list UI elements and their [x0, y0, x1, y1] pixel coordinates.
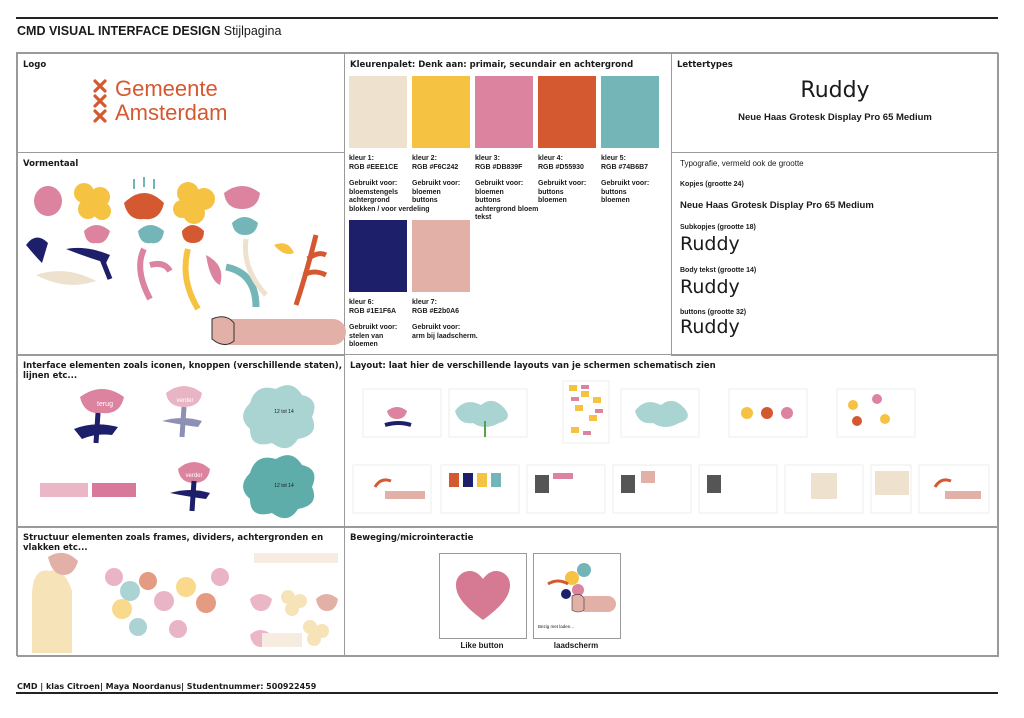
- color-3-use5: tekst: [475, 214, 492, 221]
- color-4-label: kleur 4:: [538, 155, 563, 162]
- body-label: Body tekst (grootte 14): [680, 267, 757, 274]
- color-5-use1: Gebruikt voor:: [601, 180, 650, 187]
- color-7-use2: arm bij laadscherm.: [412, 332, 478, 340]
- page-footer: CMD | klas Citroen| Maya Noordanus| Studentnummer: 500922459: [17, 682, 317, 691]
- color-5-use2: buttons: [601, 188, 627, 196]
- buttons-sample: Ruddy: [680, 316, 740, 338]
- layout-cell: [344, 354, 999, 528]
- body-sample: Ruddy: [680, 276, 740, 298]
- structure-elements-illustration: [18, 547, 344, 655]
- color-swatch-2: [412, 76, 470, 148]
- color-6-label: kleur 6:: [349, 299, 374, 306]
- color-swatch-7: [412, 220, 470, 292]
- color-1-rgb: RGB #EEE1CE: [349, 163, 399, 171]
- logo-title: Logo: [23, 60, 47, 70]
- bottom-rule: [16, 692, 998, 694]
- color-7-use1: Gebruikt voor:: [412, 324, 461, 331]
- layout-thumbnails: [345, 375, 998, 527]
- brand-name-line1: Gemeente: [115, 76, 218, 101]
- loading-screen-frame: [533, 553, 621, 639]
- color-swatch-5: [601, 76, 659, 148]
- header-title: CMD VISUAL INTERFACE DESIGN: [17, 24, 221, 38]
- like-button-caption: Like button: [460, 641, 504, 650]
- kopjes-sample: Neue Haas Grotesk Display Pro 65 Medium: [680, 200, 874, 211]
- color-6-use3: bloemen: [349, 341, 378, 348]
- color-info-5: [601, 155, 663, 206]
- subkopjes-sample: Ruddy: [680, 233, 740, 255]
- color-3-use2: bloemen: [475, 188, 504, 196]
- typography-cell: [671, 53, 999, 153]
- kopjes-label: Kopjes (grootte 24): [680, 181, 744, 188]
- color-3-use4: achtergrond bloem: [475, 205, 539, 213]
- color-6-use2: stelen van: [349, 332, 384, 340]
- color-swatch-3: [475, 76, 533, 148]
- typography-detail-cell: [671, 152, 999, 356]
- interface-title: Interface elementen zoals iconen, knoppen (verschillende staten), lijnen etc...: [23, 361, 342, 381]
- typography-title: Lettertypes: [677, 60, 733, 70]
- color-5-rgb: RGB #74B6B7: [601, 163, 649, 171]
- vormentaal-cell: [17, 152, 345, 356]
- color-3-label: kleur 3:: [475, 155, 500, 162]
- loading-text: Bezig met laden...: [538, 624, 575, 629]
- color-6-rgb: RGB #1E1F6A: [349, 307, 397, 315]
- color-swatch-4: [538, 76, 596, 148]
- like-button-frame[interactable]: [439, 553, 527, 639]
- color-4-rgb: RGB #D55930: [538, 163, 584, 171]
- brand-name-line2: Amsterdam: [115, 100, 228, 125]
- color-info-7: [412, 299, 478, 341]
- color-swatch-1: [349, 76, 407, 148]
- color-1-use3: achtergrond: [349, 197, 390, 204]
- color-3-rgb: RGB #DB839F: [475, 163, 523, 171]
- color-7-rgb: RGB #E2b0A6: [412, 307, 460, 315]
- color-5-use3: bloemen: [601, 197, 630, 204]
- color-info-3: [475, 155, 537, 223]
- top-rule: [16, 17, 998, 19]
- cloud-button-dark[interactable]: 12 tot 14: [274, 483, 294, 489]
- verder-button[interactable]: verder: [185, 473, 203, 479]
- color-7-label: kleur 7:: [412, 299, 437, 306]
- terug-button[interactable]: terug: [97, 401, 113, 408]
- color-info-4: [538, 155, 600, 206]
- beweging-title: Beweging/microinteractie: [350, 533, 474, 543]
- loading-screen-caption: laadscherm: [553, 641, 599, 650]
- color-4-use1: Gebruikt voor:: [538, 180, 587, 187]
- color-4-use3: bloemen: [538, 197, 567, 204]
- color-info-2: [412, 155, 474, 206]
- loading-hand-flowers-illustration: [538, 560, 616, 622]
- color-2-rgb: RGB #F6C242: [412, 163, 459, 171]
- color-1-use4: blokken / voor verdeling: [349, 205, 430, 213]
- color-3-use1: Gebruikt voor:: [475, 180, 524, 187]
- header-subtitle: Stijlpagina: [223, 24, 282, 38]
- typography-intro: Typografie, vermeld ook de grootte: [680, 159, 804, 168]
- color-swatch-6: [349, 220, 407, 292]
- color-2-label: kleur 2:: [412, 155, 437, 162]
- vormentaal-title: Vormentaal: [23, 159, 79, 169]
- layout-title: Layout: laat hier de verschillende layouts van je schermen schematisch zien: [350, 361, 716, 371]
- buttons-label: buttons (grootte 32): [680, 309, 747, 316]
- color-1-use2: bloemstengels: [349, 188, 399, 196]
- beweging-cell: [344, 526, 999, 657]
- flower-shapes-illustration: [26, 175, 346, 353]
- color-1-use1: Gebruikt voor:: [349, 180, 398, 187]
- font-sample-ruddy: Ruddy: [800, 78, 870, 103]
- palette-cell: [344, 53, 672, 355]
- subkopjes-label: Subkopjes (grootte 18): [680, 224, 756, 231]
- structuur-cell: [17, 526, 345, 657]
- color-1-label: kleur 1:: [349, 155, 374, 162]
- structuur-title: Structuur elementen zoals frames, dividers, achtergronden en vlakken etc...: [23, 533, 324, 553]
- color-2-use2: bloemen: [412, 188, 441, 196]
- style-grid: [16, 52, 998, 656]
- color-6-use1: Gebruikt voor:: [349, 324, 398, 331]
- heart-icon: [454, 570, 512, 622]
- color-3-use3: buttons: [475, 197, 501, 204]
- font-sample-neue-haas: Neue Haas Grotesk Display Pro 65 Medium: [738, 112, 932, 123]
- color-info-6: [349, 299, 411, 350]
- verder-button-disabled[interactable]: verder: [176, 398, 194, 404]
- color-2-use3: buttons: [412, 197, 438, 204]
- page-header: [17, 24, 281, 38]
- interface-cell: [17, 354, 345, 528]
- cloud-button-light[interactable]: 12 tot 14: [274, 409, 294, 415]
- color-4-use2: buttons: [538, 188, 564, 196]
- color-5-label: kleur 5:: [601, 155, 626, 162]
- amsterdam-xxx-icon: [92, 78, 108, 124]
- logo-cell: [17, 53, 345, 153]
- color-2-use1: Gebruikt voor:: [412, 180, 461, 187]
- palette-title: Kleurenpalet: Denk aan: primair, secundair en achtergrond: [350, 60, 634, 70]
